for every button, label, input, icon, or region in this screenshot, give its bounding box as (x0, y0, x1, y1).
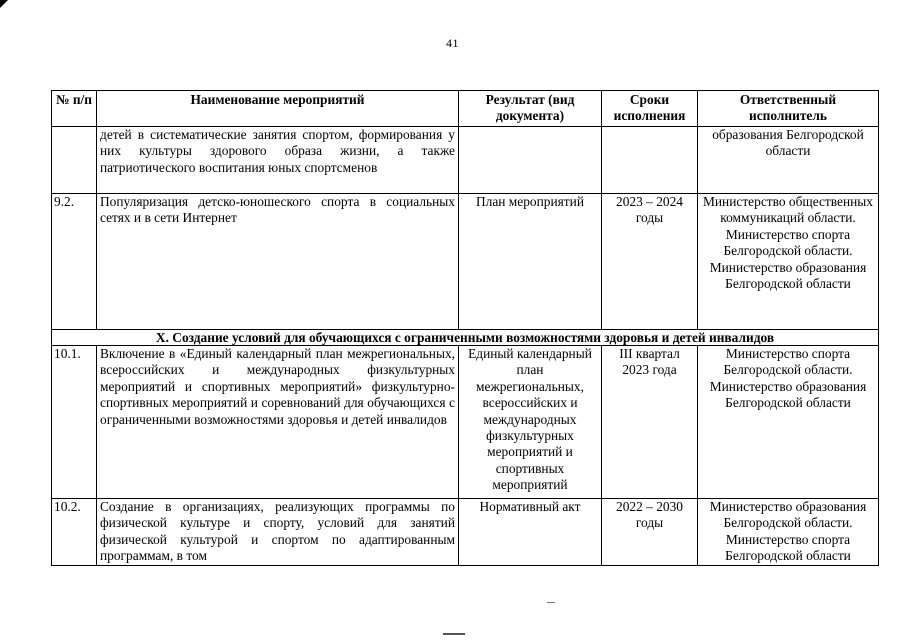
row-name: Популяризация детско-юношеского спорта в социальных сетях и в сети Интернет (97, 194, 459, 330)
header-name: Наименование мероприятий (97, 91, 459, 127)
header-result: Результат (вид документа) (459, 91, 602, 127)
row-terms: 2022 – 2030 годы (602, 499, 698, 566)
row-executor: Министерство спорта Белгородской области. Министерство образования Белгородской области (698, 346, 879, 499)
row-terms: 2023 – 2024 годы (602, 194, 698, 330)
header-terms: Сроки исполнения (602, 91, 698, 127)
table-row (52, 499, 879, 566)
row-executor: Министерство образования Белгородской области. Министерство спорта Белгородской области (698, 499, 879, 566)
corner-mark-icon (0, 0, 12, 12)
section-row (52, 330, 879, 346)
row-result (459, 127, 602, 194)
row-result: Единый календарный план межрегиональных, всероссийских и международных физкультурных мероприятий и спортивных мероприятий (459, 346, 602, 499)
row-result: Нормативный акт (459, 499, 602, 566)
row-num: 10.2. (52, 499, 97, 566)
table-row (52, 346, 879, 499)
section-title: X. Создание условий для обучающихся с ограниченными возможностями здоровья и детей инвалидов (52, 330, 879, 346)
table-row (52, 194, 879, 330)
row-num (52, 127, 97, 194)
row-terms: III квартал 2023 года (602, 346, 698, 499)
row-executor: образования Белгородской области (698, 127, 879, 194)
table-row (52, 127, 879, 194)
row-num: 9.2. (52, 194, 97, 330)
row-name: Создание в организациях, реализующих программы по физической культуре и спорту, условий для занятий физической культурой и спортом по адаптированным программам, в том (97, 499, 459, 566)
row-executor: Министерство общественных коммуникаций области. Министерство спорта Белгородской области. Министерство образования Белгородской области (698, 194, 879, 330)
events-table (51, 90, 879, 566)
row-result: План мероприятий (459, 194, 602, 330)
row-num: 10.1. (52, 346, 97, 499)
table-header-row (52, 91, 879, 127)
page-number: 41 (446, 36, 459, 50)
header-executor: Ответственный исполнитель (698, 91, 879, 127)
scan-mark (547, 602, 555, 603)
header-num: № п/п (52, 91, 97, 127)
row-terms (602, 127, 698, 194)
scan-mark (443, 633, 465, 635)
row-name: детей в систематические занятия спортом, формирования у них культуры здорового образа жизни, а также патриотического воспитания юных спортсменов (97, 127, 459, 194)
row-name: Включение в «Единый календарный план межрегиональных, всероссийских и международных физкультурных мероприятий и спортивных мероприятий» физкультурно-спортивных мероприятий и соревнований для обучающихся с ограниченными возможностями здоровья и детей инвалидов (97, 346, 459, 499)
